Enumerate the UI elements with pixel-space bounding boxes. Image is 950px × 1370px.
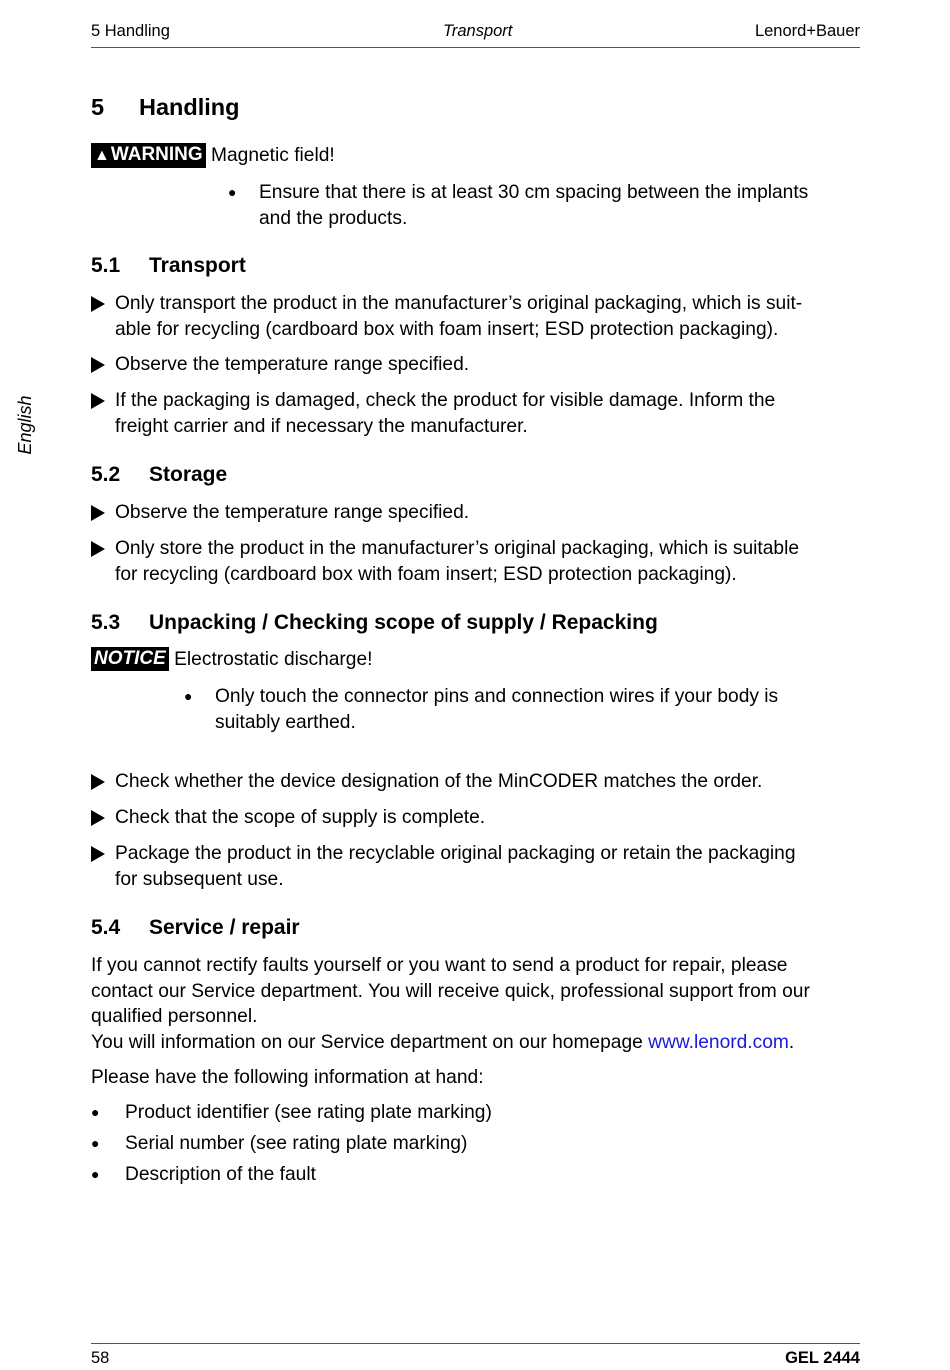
paragraph-line: contact our Service department. You will receive quick, professional support from our [91,980,810,1002]
info-bullet [91,1162,791,1188]
arrow-right-icon [91,505,105,521]
bullet-dot-icon: ● [91,1104,100,1120]
paragraph-line [91,1030,866,1056]
warning-text: Magnetic field! [211,145,335,166]
arrow-right-icon [91,357,105,373]
section-number: 5.3 [91,611,121,634]
list-item-line: freight carrier and if necessary the manufacturer. [115,415,528,437]
section-heading-5-1 [91,253,246,279]
arrow-right-icon [91,810,105,826]
section-title: Unpacking / Checking scope of supply / Repacking [149,611,658,634]
paragraph-line: If you cannot rectify faults yourself or you want to send a product for repair, please [91,955,788,976]
page-number: 58 [91,1349,110,1367]
list-item-line: for recycling (cardboard box with foam insert; ESD protection packaging). [115,563,737,585]
info-bullet-text: Serial number (see rating plate marking) [125,1133,468,1154]
notice-badge: NOTICE [91,647,169,671]
bullet-dot-icon: ● [91,1166,100,1182]
bullet-dot-icon: ● [228,184,237,200]
list-item-line: Observe the temperature range specified. [115,354,470,375]
arrow-right-icon [91,541,105,557]
list-item [91,769,861,795]
list-item-line: Package the product in the recyclable original packaging or retain the packaging [115,843,796,864]
list-item [91,841,861,892]
list-item-line: Only transport the product in the manufacturer’s original packaging, which is suit- [115,293,803,314]
section-heading-5-4 [91,915,300,941]
section-title: Transport [149,254,246,277]
info-bullet-text: Product identifier (see rating plate marking) [125,1102,492,1123]
list-item-line: Only store the product in the manufacturer’s original packaging, which is suitable [115,538,800,559]
info-intro: Please have the following information at hand: [91,1067,484,1088]
notice-text: Electrostatic discharge! [174,649,373,670]
chapter-heading [91,93,240,121]
list-item-line: Observe the temperature range specified. [115,502,470,523]
header-rule [91,47,860,48]
warning-bullet-line2: and the products. [259,207,408,229]
header-title: Transport [443,22,513,40]
info-bullet [91,1100,791,1126]
list-item [91,536,861,587]
list-item [91,388,861,439]
section-number: 5.2 [91,463,121,486]
chapter-title: Handling [139,94,240,120]
header-section: 5 Handling [91,22,170,40]
bullet-dot-icon: ● [184,688,193,704]
document-id: GEL 2444 [785,1349,860,1367]
list-item-line: If the packaging is damaged, check the product for visible damage. Inform the [115,390,776,411]
list-item [91,352,861,378]
list-item-line: Check that the scope of supply is complete. [115,807,486,828]
section-number: 5.4 [91,916,121,939]
period: . [788,1031,795,1053]
warning-bullet-line1: Ensure that there is at least 30 cm spacing between the implants [259,182,809,203]
arrow-right-icon [91,846,105,862]
warning-block [91,143,335,169]
warning-triangle-icon: ▲ [94,147,110,164]
notice-bullet-line1: Only touch the connector pins and connection wires if your body is [215,686,779,707]
paragraph-line: qualified personnel. [91,1006,258,1027]
homepage-text: You will information on our Service department on our homepage [91,1031,649,1053]
bullet-dot-icon: ● [91,1135,100,1151]
warning-badge-label: WARNING [110,144,203,165]
list-item [91,291,861,342]
section-heading-5-3 [91,610,658,636]
list-item [91,500,861,526]
info-bullet-text: Description of the fault [125,1164,316,1185]
section-title: Storage [149,463,228,486]
arrow-right-icon [91,774,105,790]
notice-bullet-line2: suitably earthed. [215,711,356,733]
section-number: 5.1 [91,254,121,277]
header-company: Lenord+Bauer [754,22,860,40]
arrow-right-icon [91,296,105,312]
section-heading-5-2 [91,462,227,488]
section-title: Service / repair [149,916,300,939]
list-item [91,805,861,831]
service-paragraph [91,953,866,1055]
notice-block [91,647,372,673]
warning-bullet [228,180,858,231]
chapter-number: 5 [91,94,105,120]
list-item-line: for subsequent use. [115,868,284,890]
info-bullet [91,1131,791,1157]
list-item-line: Check whether the device designation of the MinCODER matches the order. [115,771,763,792]
notice-bullet [184,684,854,735]
footer-rule [91,1343,860,1344]
arrow-right-icon [91,393,105,409]
list-item-line: able for recycling (cardboard box with foam insert; ESD protection packaging). [115,318,779,340]
warning-badge [91,143,206,168]
language-side-label: English [15,395,35,455]
homepage-link[interactable]: www.lenord.com [648,1031,789,1053]
